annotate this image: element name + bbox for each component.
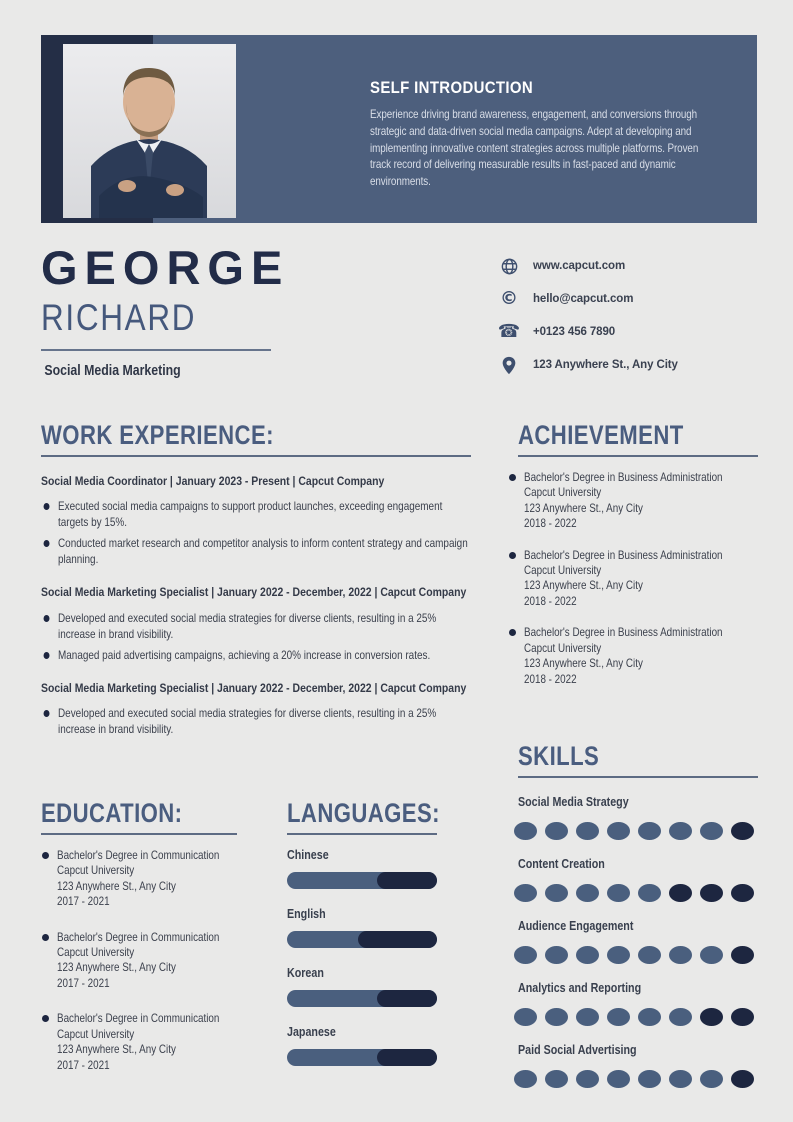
website-text: www.capcut.com <box>533 260 626 272</box>
achievement-heading: ACHIEVEMENT <box>518 420 684 450</box>
globe-icon <box>498 256 520 276</box>
skill-dot <box>669 1008 692 1026</box>
skill-dot <box>700 822 723 840</box>
skills-heading: SKILLS <box>518 740 600 771</box>
skill-dot <box>700 946 723 964</box>
language-bar-remainder <box>377 990 437 1007</box>
job-entry-title: Social Media Marketing Specialist | January 2022 - December, 2022 | Capcut Company <box>41 585 467 600</box>
address-line: 123 Anywhere St., Any City <box>57 1043 176 1057</box>
degree-line: Bachelor's Degree in Business Administration <box>524 548 723 562</box>
section-underline <box>518 455 758 457</box>
skill-dot <box>731 822 754 840</box>
profile-photo <box>63 44 236 218</box>
language-name: Chinese <box>287 848 329 863</box>
years-line: 2018 - 2022 <box>524 594 577 608</box>
phone-icon: ☎ <box>497 321 521 342</box>
contact-row-address <box>498 355 768 375</box>
self-introduction-title: SELF INTRODUCTION <box>370 78 534 97</box>
years-line: 2017 - 2021 <box>57 1058 110 1072</box>
skill-dot <box>514 884 537 902</box>
last-name: RICHARD <box>41 297 197 338</box>
skill-dot <box>700 884 723 902</box>
email-text: hello@capcut.com <box>533 293 634 305</box>
achievement-list <box>508 470 760 687</box>
skill-dot <box>576 884 599 902</box>
skill-dot <box>576 946 599 964</box>
education-item <box>41 930 246 992</box>
address-line: 123 Anywhere St., Any City <box>524 657 643 671</box>
school-line: Capcut University <box>57 1027 135 1041</box>
job-entry-title: Social Media Marketing Specialist | January 2022 - December, 2022 | Capcut Company <box>41 680 467 695</box>
job-title: Social Media Marketing <box>44 363 181 379</box>
languages-heading: LANGUAGES: <box>287 798 440 828</box>
skill-dot <box>669 1070 692 1088</box>
skill-name: Analytics and Reporting <box>518 980 642 995</box>
section-underline <box>41 455 471 457</box>
skill-dot <box>545 884 568 902</box>
skill-dot <box>607 884 630 902</box>
skill-name: Social Media Strategy <box>518 794 629 809</box>
education-item <box>41 1011 246 1073</box>
skill-dot <box>545 946 568 964</box>
language-bar <box>287 1049 437 1066</box>
skill-dot <box>638 822 661 840</box>
degree-line: Bachelor's Degree in Business Administration <box>524 471 723 485</box>
job-entry-title: Social Media Coordinator | January 2023 - Present | Capcut Company <box>41 474 385 489</box>
location-icon <box>498 355 520 375</box>
address-text: 123 Anywhere St., Any City <box>533 359 678 371</box>
education-item <box>41 848 246 910</box>
job-bullet-list <box>41 499 471 568</box>
portrait-illustration <box>63 44 236 218</box>
skill-dot <box>638 884 661 902</box>
skill-dot <box>545 822 568 840</box>
job-bullet: Managed paid advertising campaigns, achieving a 20% increase in conversion rates. <box>41 648 471 664</box>
job-bullet-list <box>41 706 471 738</box>
degree-line: Bachelor's Degree in Communication <box>57 849 220 863</box>
skill-dot <box>638 1070 661 1088</box>
skill-dot <box>545 1070 568 1088</box>
section-underline <box>518 776 758 778</box>
section-underline <box>41 833 237 835</box>
skill-name: Content Creation <box>518 856 605 871</box>
work-experience-section <box>41 420 471 746</box>
section-underline <box>287 833 437 835</box>
language-name: English <box>287 907 326 922</box>
language-bar-remainder <box>377 1049 437 1066</box>
email-icon: © <box>500 288 518 309</box>
first-name: GEORGE <box>41 241 290 294</box>
years-line: 2017 - 2021 <box>57 976 110 990</box>
skill-dot <box>638 946 661 964</box>
language-name: Japanese <box>287 1025 336 1040</box>
contact-row-website <box>498 256 768 276</box>
skill-dot <box>731 884 754 902</box>
skill-name: Paid Social Advertising <box>518 1042 637 1057</box>
skill-dot <box>638 1008 661 1026</box>
name-underline <box>41 349 271 351</box>
degree-line: Bachelor's Degree in Business Administration <box>524 626 723 640</box>
skill-dot <box>700 1008 723 1026</box>
skill-dot <box>669 946 692 964</box>
years-line: 2018 - 2022 <box>524 517 577 531</box>
job-bullet: Developed and executed social media strategies for diverse clients, resulting in a 25% increase in brand visibility. <box>41 611 471 643</box>
skill-dot <box>607 1008 630 1026</box>
language-bar <box>287 872 437 889</box>
skill-dot <box>545 1008 568 1026</box>
skill-dot <box>669 884 692 902</box>
contact-row-phone <box>498 322 768 342</box>
skill-level-dots <box>514 884 760 902</box>
name-block <box>41 241 341 379</box>
skill-dot <box>514 946 537 964</box>
school-line: Capcut University <box>57 946 135 960</box>
education-section <box>41 798 246 1093</box>
job-bullet: Developed and executed social media strategies for diverse clients, resulting in a 25% increase in brand visibility. <box>41 706 471 738</box>
contact-row-email <box>498 289 768 309</box>
skill-dot <box>607 946 630 964</box>
contact-block <box>498 256 768 388</box>
school-line: Capcut University <box>524 486 602 500</box>
school-line: Capcut University <box>57 864 135 878</box>
skill-dot <box>514 1008 537 1026</box>
phone-text: +0123 456 7890 <box>533 326 616 338</box>
skill-level-dots <box>514 1008 760 1026</box>
achievement-item <box>508 548 760 610</box>
language-bar-remainder <box>377 872 437 889</box>
skill-dot <box>514 1070 537 1088</box>
education-list <box>41 848 246 1073</box>
right-column <box>508 420 760 1088</box>
address-line: 123 Anywhere St., Any City <box>524 501 643 515</box>
job-bullet: Executed social media campaigns to support product launches, exceeding engagement targets by 15%. <box>41 499 471 531</box>
job-bullet-list <box>41 611 471 664</box>
language-bar <box>287 990 437 1007</box>
skill-name: Audience Engagement <box>518 918 634 933</box>
skill-dot <box>731 1070 754 1088</box>
years-line: 2018 - 2022 <box>524 672 577 686</box>
self-introduction-body: Experience driving brand awareness, engagement, and conversions through strategic and data-driven social media campaigns. Adept at developing and implementing innovative content strategies across multiple platforms. Proven track record of delivering measurable results in fast-paced and dynamic environments. <box>370 108 699 189</box>
skill-dot <box>514 822 537 840</box>
skill-dot <box>669 822 692 840</box>
degree-line: Bachelor's Degree in Communication <box>57 930 220 944</box>
address-line: 123 Anywhere St., Any City <box>57 961 176 975</box>
address-line: 123 Anywhere St., Any City <box>524 579 643 593</box>
skill-dot <box>731 1008 754 1026</box>
education-heading: EDUCATION: <box>41 798 183 828</box>
achievement-item <box>508 625 760 687</box>
address-line: 123 Anywhere St., Any City <box>57 879 176 893</box>
skill-dot <box>700 1070 723 1088</box>
language-bar <box>287 931 437 948</box>
school-line: Capcut University <box>524 641 602 655</box>
skill-dot <box>731 946 754 964</box>
work-experience-heading: WORK EXPERIENCE: <box>41 420 274 450</box>
self-introduction <box>370 78 712 191</box>
skill-dot <box>576 822 599 840</box>
languages-section <box>287 798 439 1066</box>
skill-level-dots <box>514 946 760 964</box>
years-line: 2017 - 2021 <box>57 895 110 909</box>
degree-line: Bachelor's Degree in Communication <box>57 1012 220 1026</box>
skill-dot <box>576 1070 599 1088</box>
language-bar-remainder <box>358 931 438 948</box>
skill-level-dots <box>514 1070 760 1088</box>
achievement-item <box>508 470 760 532</box>
skill-dot <box>607 1070 630 1088</box>
job-bullet: Conducted market research and competitor analysis to inform content strategy and campaign planning. <box>41 536 471 568</box>
language-name: Korean <box>287 966 324 981</box>
school-line: Capcut University <box>524 564 602 578</box>
skill-dot <box>576 1008 599 1026</box>
skill-level-dots <box>514 822 760 840</box>
skill-dot <box>607 822 630 840</box>
